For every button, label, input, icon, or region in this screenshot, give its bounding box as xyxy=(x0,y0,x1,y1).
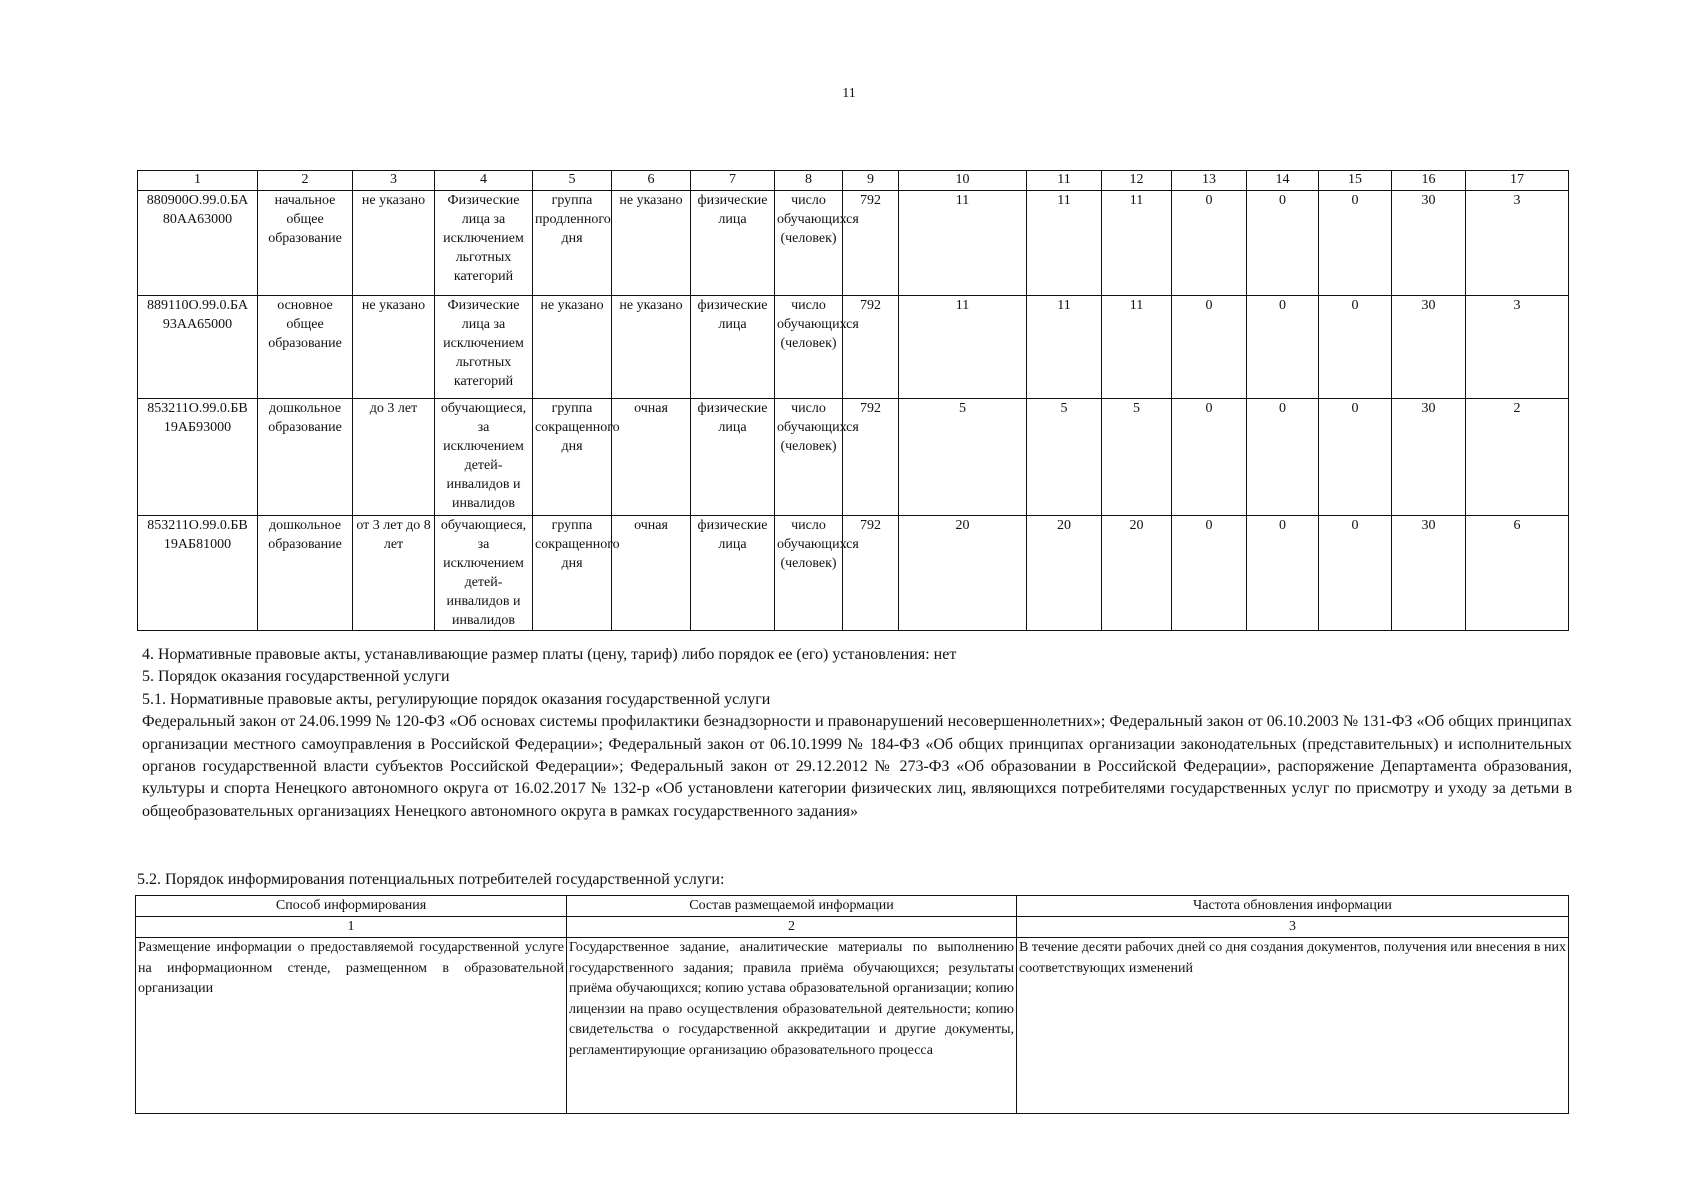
column-number-16: 16 xyxy=(1392,171,1466,191)
table-cell: 0 xyxy=(1172,399,1247,516)
table-row xyxy=(138,191,1569,296)
table-cell: 3 xyxy=(1466,296,1569,399)
column-number-1: 1 xyxy=(138,171,258,191)
section-4: 4. Нормативные правовые акты, устанавливающие размер платы (цену, тариф) либо порядок ее (его) установления: нет xyxy=(142,646,957,663)
table-cell: физические лица xyxy=(691,516,775,631)
info-number-2: 2 xyxy=(567,917,1017,938)
table-cell: 2 xyxy=(1466,399,1569,516)
table-cell: группа сокращенного дня xyxy=(533,516,612,631)
table-cell: 0 xyxy=(1172,516,1247,631)
page-number: 11 xyxy=(842,86,856,101)
table-cell: Физические лица за исключением льготных категорий xyxy=(435,296,533,399)
info-number-1: 1 xyxy=(136,917,567,938)
table-cell: физические лица xyxy=(691,296,775,399)
info-header-row xyxy=(136,896,1569,917)
table-cell: 0 xyxy=(1319,296,1392,399)
table-cell: 20 xyxy=(1027,516,1102,631)
table-cell: 11 xyxy=(1027,191,1102,296)
table-cell: число обучающихся (человек) xyxy=(775,191,843,296)
table-cell: 792 xyxy=(843,296,899,399)
table-cell: 0 xyxy=(1172,296,1247,399)
table-cell: 0 xyxy=(1247,191,1319,296)
column-number-row xyxy=(138,171,1569,191)
table-cell: 30 xyxy=(1392,191,1466,296)
table-cell: очная xyxy=(612,399,691,516)
section-5-1: 5.1. Нормативные правовые акты, регулирующие порядок оказания государственной услуги xyxy=(142,690,771,708)
table-cell: 0 xyxy=(1172,191,1247,296)
table-cell: 5 xyxy=(899,399,1027,516)
table-cell: 11 xyxy=(1102,191,1172,296)
laws-paragraph: Федеральный закон от 24.06.1999 № 120-ФЗ «Об основах системы профилактики безнадзорности и правонарушений несовершеннолетних»; Федеральный закон от 06.10.2003 № 131-ФЗ «Об общих принципах организации местного самоуправления в Российской Федерации»; Федеральный закон от 06.10.1999 № 184-ФЗ «Об общих принципах организации законодательных (представительных) и исполнительных органов государственной власти субъектов Российской Федерации»; Федеральный закон от 29.12.2012 № 273-ФЗ «Об образовании в Российской Федерации», распоряжение Департамента образования, культуры и спорта Ненецкого автономного округа от 16.02.2017 № 132-р «Об установлени категории физических лиц, являющихся потребителями государственных услуг по присмотру и уходу за детьми в общеобразовательных организациях Ненецкого автономного округа в рамках государственного задания» xyxy=(142,713,1572,820)
table-cell: не указано xyxy=(612,296,691,399)
column-number-11: 11 xyxy=(1027,171,1102,191)
table-cell: обучающиеся, за исключением детей-инвалидов и инвалидов xyxy=(435,516,533,631)
table-cell: 30 xyxy=(1392,296,1466,399)
table-cell: 20 xyxy=(1102,516,1172,631)
table-cell: 0 xyxy=(1319,516,1392,631)
column-number-14: 14 xyxy=(1247,171,1319,191)
table-cell: 853211О.99.0.БВ 19АБ93000 xyxy=(138,399,258,516)
section-5-2: 5.2. Порядок информирования потенциальных потребителей государственной услуги: xyxy=(137,871,725,888)
info-number-row xyxy=(136,917,1569,938)
column-number-7: 7 xyxy=(691,171,775,191)
text-block xyxy=(142,644,1572,823)
table-cell: не указано xyxy=(353,296,435,399)
column-number-17: 17 xyxy=(1466,171,1569,191)
table-cell: группа сокращенного дня xyxy=(533,399,612,516)
column-number-12: 12 xyxy=(1102,171,1172,191)
table-cell: число обучающихся (человек) xyxy=(775,399,843,516)
table-cell: 853211О.99.0.БВ 19АБ81000 xyxy=(138,516,258,631)
table-cell: 792 xyxy=(843,516,899,631)
column-number-10: 10 xyxy=(899,171,1027,191)
table-cell: 30 xyxy=(1392,399,1466,516)
table-cell: основное общее образование xyxy=(258,296,353,399)
table-cell: 792 xyxy=(843,191,899,296)
info-frequency-cell: В течение десяти рабочих дней со дня создания документов, получения или внесения в них соответствующих изменений xyxy=(1017,938,1569,1114)
table-row xyxy=(138,516,1569,631)
table-cell: Физические лица за исключением льготных категорий xyxy=(435,191,533,296)
table-cell: 6 xyxy=(1466,516,1569,631)
info-number-3: 3 xyxy=(1017,917,1569,938)
column-number-4: 4 xyxy=(435,171,533,191)
column-number-15: 15 xyxy=(1319,171,1392,191)
table-cell: 0 xyxy=(1319,399,1392,516)
table-cell: группа продленного дня xyxy=(533,191,612,296)
info-header-method: Способ информирования xyxy=(136,896,567,917)
table-cell: 11 xyxy=(899,191,1027,296)
section-5: 5. Порядок оказания государственной услуги xyxy=(142,668,450,686)
table-cell: 3 xyxy=(1466,191,1569,296)
table-cell: 0 xyxy=(1247,516,1319,631)
info-content-cell: Государственное задание, аналитические материалы по выполнению государственного задания; правила приёма обучающихся; результаты приёма обучающихся; копию устава образовательной организации; копию лицензии на право осуществления образовательной деятельности; копию свидетельства о государственной аккредитации и другие документы, регламентирующие организацию образовательного процесса xyxy=(567,938,1017,1114)
table-cell: до 3 лет xyxy=(353,399,435,516)
table-cell: физические лица xyxy=(691,399,775,516)
table-row xyxy=(138,296,1569,399)
column-number-13: 13 xyxy=(1172,171,1247,191)
table-cell: 792 xyxy=(843,399,899,516)
column-number-9: 9 xyxy=(843,171,899,191)
table-row xyxy=(138,399,1569,516)
table-cell: обучающиеся, за исключением детей-инвалидов и инвалидов xyxy=(435,399,533,516)
table-cell: 0 xyxy=(1247,296,1319,399)
table-cell: 11 xyxy=(899,296,1027,399)
info-method-cell: Размещение информации о предоставляемой государственной услуге на информационном стенде, размещенном в образовательной организации xyxy=(136,938,567,1114)
info-data-row xyxy=(136,938,1569,1114)
column-number-6: 6 xyxy=(612,171,691,191)
table-cell: дошкольное образование xyxy=(258,516,353,631)
table-cell: 30 xyxy=(1392,516,1466,631)
table-cell: 880900О.99.0.БА 80АА63000 xyxy=(138,191,258,296)
column-number-3: 3 xyxy=(353,171,435,191)
table-cell: не указано xyxy=(533,296,612,399)
table-cell: 5 xyxy=(1102,399,1172,516)
table-cell: не указано xyxy=(612,191,691,296)
info-table xyxy=(135,895,1569,1114)
table-cell: не указано xyxy=(353,191,435,296)
table-cell: 5 xyxy=(1027,399,1102,516)
table-cell: 0 xyxy=(1247,399,1319,516)
table-cell: 20 xyxy=(899,516,1027,631)
column-number-2: 2 xyxy=(258,171,353,191)
table-cell: начальное общее образование xyxy=(258,191,353,296)
table-cell: 11 xyxy=(1102,296,1172,399)
info-header-content: Состав размещаемой информации xyxy=(567,896,1017,917)
table-cell: число обучающихся (человек) xyxy=(775,516,843,631)
column-number-5: 5 xyxy=(533,171,612,191)
table-cell: очная xyxy=(612,516,691,631)
info-header-frequency: Частота обновления информации xyxy=(1017,896,1569,917)
table-cell: 11 xyxy=(1027,296,1102,399)
table-cell: дошкольное образование xyxy=(258,399,353,516)
services-table xyxy=(137,170,1569,631)
table-cell: физические лица xyxy=(691,191,775,296)
table-cell: число обучающихся (человек) xyxy=(775,296,843,399)
table-cell: от 3 лет до 8 лет xyxy=(353,516,435,631)
table-cell: 889110О.99.0.БА 93АА65000 xyxy=(138,296,258,399)
table-cell: 0 xyxy=(1319,191,1392,296)
column-number-8: 8 xyxy=(775,171,843,191)
